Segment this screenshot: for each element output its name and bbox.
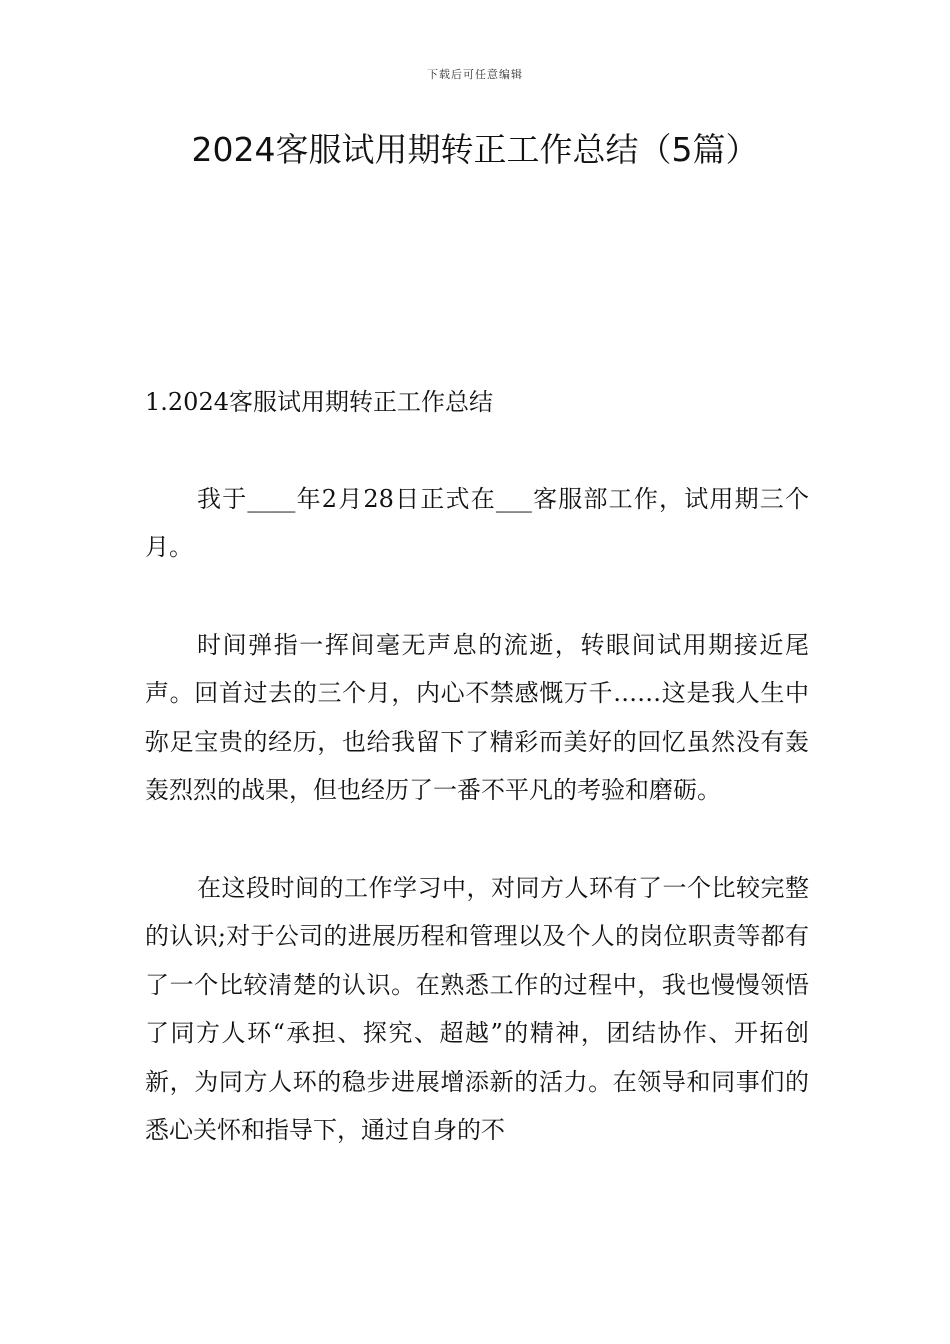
header-note: 下载后可任意编辑	[427, 68, 523, 81]
document-body	[145, 378, 809, 1204]
paragraph-2: 时间弹指一挥间毫无声息的流逝，转眼间试用期接近尾声。回首过去的三个月，内心不禁感慨万千……这是我人生中弥足宝贵的经历，也给我留下了精彩而美好的回忆虽然没有轰轰烈烈的战果，但也经历了一番不平凡的考验和磨砺。	[145, 630, 809, 804]
section-heading: 1.2024客服试用期转正工作总结	[145, 388, 493, 416]
paragraph-1: 我于____年2月28日正式在___客服部工作，试用期三个月。	[145, 484, 809, 561]
paragraph-3: 在这段时间的工作学习中，对同方人环有了一个比较完整的认识;对于公司的进展历程和管理以及个人的岗位职责等都有了一个比较清楚的认识。在熟悉工作的过程中，我也慢慢领悟了同方人环“承担、探究、超越”的精神，团结协作、开拓创新，为同方人环的稳步进展增添新的活力。在领导和同事们的悉心关怀和指导下，通过自身的不	[145, 873, 809, 1144]
document-title: 2024客服试用期转正工作总结（5篇）	[191, 130, 759, 169]
